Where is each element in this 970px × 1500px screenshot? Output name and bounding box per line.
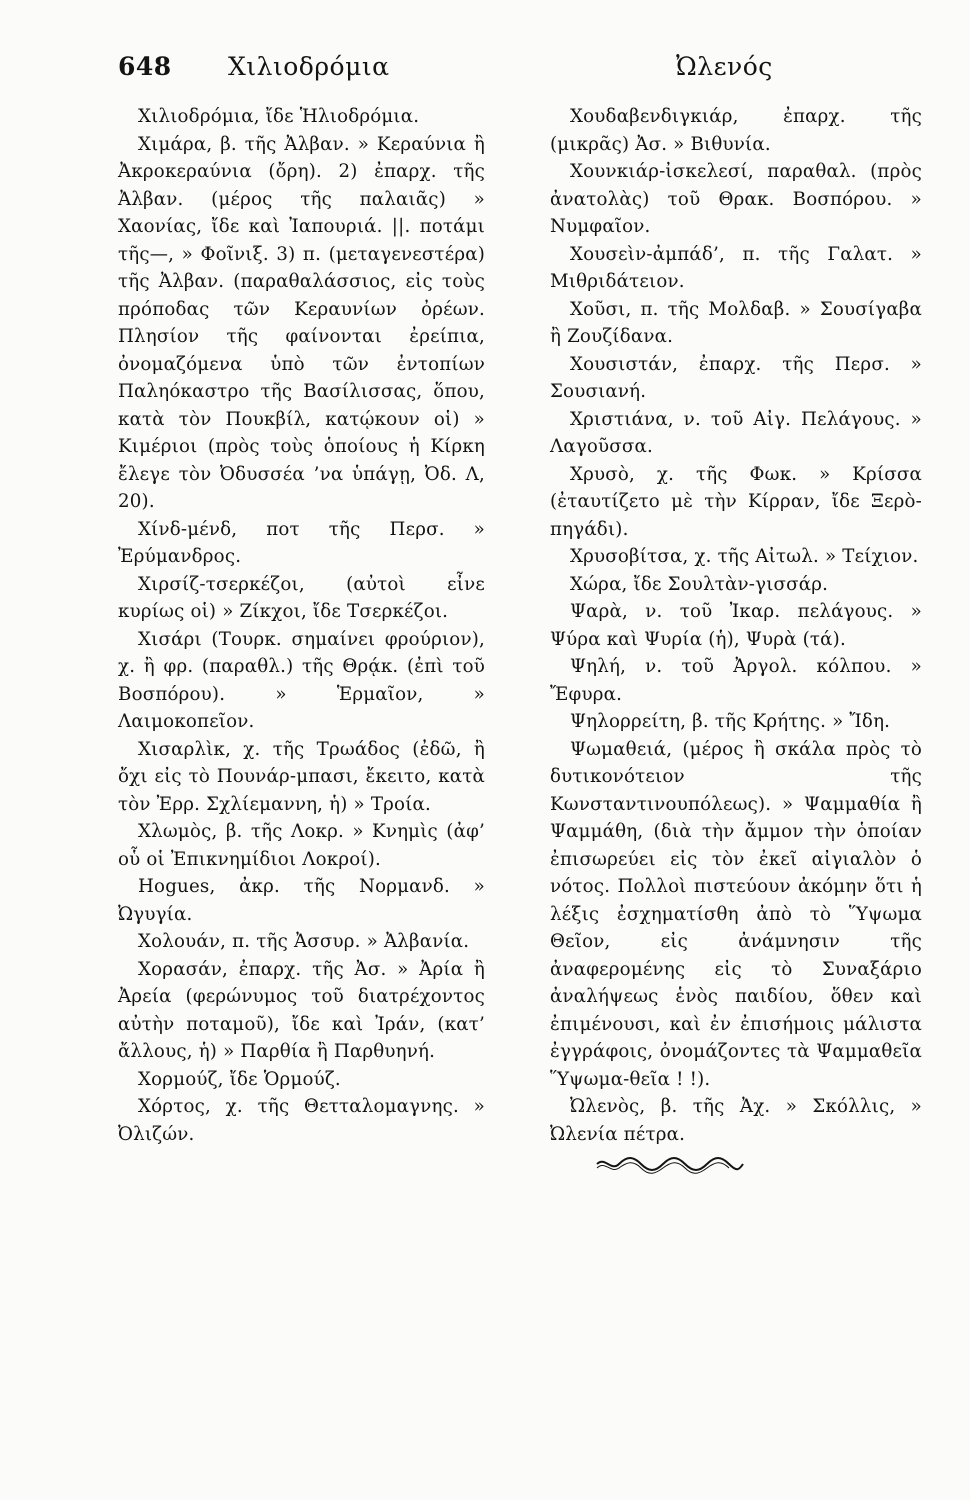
running-head-left: Χιλιοδρόμια: [228, 52, 390, 81]
entry: Χώρα, ἴδε Σουλτὰν-γισσάρ.: [570, 573, 829, 595]
left-column: [118, 103, 485, 1148]
entry: Χόρτος, χ. τῆς Θετταλομαγνης. » Ὀλιζών.: [118, 1096, 485, 1145]
entry: Χιρσίζ-τσερκέζοι, (αὐτοὶ εἶνε κυρίως οἱ) » Ζίκχοι, ἴδε Τσερκέζοι.: [118, 573, 485, 622]
entry: Χορμούζ, ἴδε Ὁρμούζ.: [138, 1068, 341, 1090]
entry: Ὠλενὸς, β. τῆς Ἀχ. » Σκόλλις, » Ὠλενία πέτρα.: [550, 1096, 922, 1145]
entry: Χρυσοβίτσα, χ. τῆς Αἰτωλ. » Τείχιον.: [570, 546, 919, 567]
right-column: [550, 103, 922, 1148]
entry: Χρυσὸ, χ. τῆς Φωκ. » Κρίσσα (ἐταυτίζετο μὲ τὴν Κίρραν, ἴδε Ξερὸ-πηγάδι).: [550, 463, 922, 540]
entry: Χριστιάνα, ν. τοῦ Αἰγ. Πελάγους. » Λαγοῦσσα.: [550, 408, 922, 457]
entry: Χολουάν, π. τῆς Ἀσσυρ. » Ἀλβανία.: [138, 931, 470, 952]
entry: Χισάρι (Τουρκ. σημαίνει φρούριον), χ. ἢ φρ. (παραθλ.) τῆς Θρᾴκ. (ἐπὶ τοῦ Βοσπόρου). » Ἑρμαῖον, » Λαιμοκοπεῖον.: [118, 628, 485, 732]
page-number: 648: [118, 52, 172, 81]
end-ornament-icon: [595, 1152, 745, 1174]
flourish-icon: [595, 1152, 745, 1174]
entry: Ψαρὰ, ν. τοῦ Ἰκαρ. πελάγους. » Ψύρα καὶ Ψυρία (ἡ), Ψυρὰ (τά).: [550, 601, 922, 650]
entry: Χοῦσι, π. τῆς Μολδαβ. » Σουσίγαβα ἢ Ζουζίδανα.: [550, 298, 922, 347]
entry: Ψηλορρείτη, β. τῆς Κρήτης. » Ἴδη.: [570, 711, 891, 732]
entry: Χορασάν, ἐπαρχ. τῆς Ἀσ. » Ἀρία ἢ Ἀρεία (φερώνυμος τοῦ διατρέχοντος αὐτὴν ποταμοῦ), ἴδε καὶ Ἰράν, (κατ’ ἄλλους, ἡ) » Παρθία ἢ Παρθυηνή.: [118, 958, 485, 1062]
entry: Χισαρλὶκ, χ. τῆς Τρωάδος (ἐδῶ, ἢ ὄχι εἰς τὸ Πουνάρ-μπασι, ἔκειτο, κατὰ τὸν Ἐρρ. Σχλίεμαννη, ἡ) » Τροία.: [118, 738, 485, 815]
entry: Χουσιστάν, ἐπαρχ. τῆς Περσ. » Σουσιανή.: [550, 353, 922, 402]
entry: Χουσεὶν-ἀμπάδ’, π. τῆς Γαλατ. » Μιθριδάτειον.: [550, 243, 922, 292]
entry: Χιμάρα, β. τῆς Ἀλβαν. » Κεραύνια ἢ Ἀκροκεραύνια (ὄρη). 2) ἐπαρχ. τῆς Ἀλβαν. (μέρος τῆς παλαιᾶς) » Χαονίας, ἴδε καὶ Ἰαπουριά. ||. ποτάμι τῆς—, » Φοῖνιξ. 3) π. (μεταγενεστέρα) τῆς Ἀλβαν. (παραθαλάσσιος, εἰς τοὺς πρόποδας τῶν Κεραυνίων ὀρέων. Πλησίον τῆς φαίνονται ἐρείπια, ὀνομαζόμενα ὑπὸ τῶν ἐντοπίων Παληόκαστρο τῆς Βασίλισσας, ὅπου, κατὰ τὸν Πουκβίλ, κατῴκουν οἱ) » Κιμέριοι (πρὸς τοὺς ὁποίους ἡ Κίρκη ἔλεγε τὸν Ὀδυσσέα ’να ὑπάγῃ, Ὀδ. Λ, 20).: [118, 133, 485, 512]
running-head-right: Ὠλενός: [676, 52, 773, 81]
entry: Χουνκιάρ-ἰσκελεσί, παραθαλ. (πρὸς ἀνατολὰς) τοῦ Θρακ. Βοσπόρου. » Νυμφαῖον.: [550, 161, 922, 237]
entry: Hogues, ἀκρ. τῆς Νορμανδ. » Ὠγυγία.: [118, 876, 485, 925]
entry: Χίνδ-μένδ, ποτ τῆς Περσ. » Ἐρύμανδρος.: [118, 518, 485, 567]
entry: Χιλιοδρόμια, ἴδε Ἡλιοδρόμια.: [138, 106, 420, 127]
entry: Χουδαβενδιγκιάρ, ἐπαρχ. τῆς (μικρᾶς) Ἀσ. » Βιθυνία.: [550, 106, 922, 155]
entry: Ψηλή, ν. τοῦ Ἀργολ. κόλπου. » Ἔφυρα.: [550, 656, 922, 705]
entry: Χλωμὸς, β. τῆς Λοκρ. » Κνημὶς (ἀφ’ οὗ οἱ Ἐπικνημίδιοι Λοκροί).: [118, 821, 485, 870]
entry: Ψωμαθειά, (μέρος ἢ σκάλα πρὸς τὸ δυτικονότειον τῆς Κωνσταντινουπόλεως). » Ψαμμαθία ἢ Ψαμμάθη, (διὰ τὴν ἄμμον τὴν ὁποίαν ἐπισωρεύει εἰς τὸν ἐκεῖ αἰγιαλὸν ὁ νότος. Πολλοὶ πιστεύουν ἀκόμην ὅτι ἡ λέξις ἐσχηματίσθη ἀπὸ τὸ Ὕψωμα Θεῖον, εἰς ἀνάμνησιν τῆς ἀναφερομένης εἰς τὸ Συναξάριο ἀναλήψεως ἑνὸς παιδίου, ὅθεν καὶ ἐπιμένουσι, καὶ ἐν ἐπισήμοις μάλιστα ἐγγράφοις, ὀνομάζοντες τὰ Ψαμμαθεῖα Ὕψωμα-θεῖα ! !).: [550, 738, 922, 1090]
